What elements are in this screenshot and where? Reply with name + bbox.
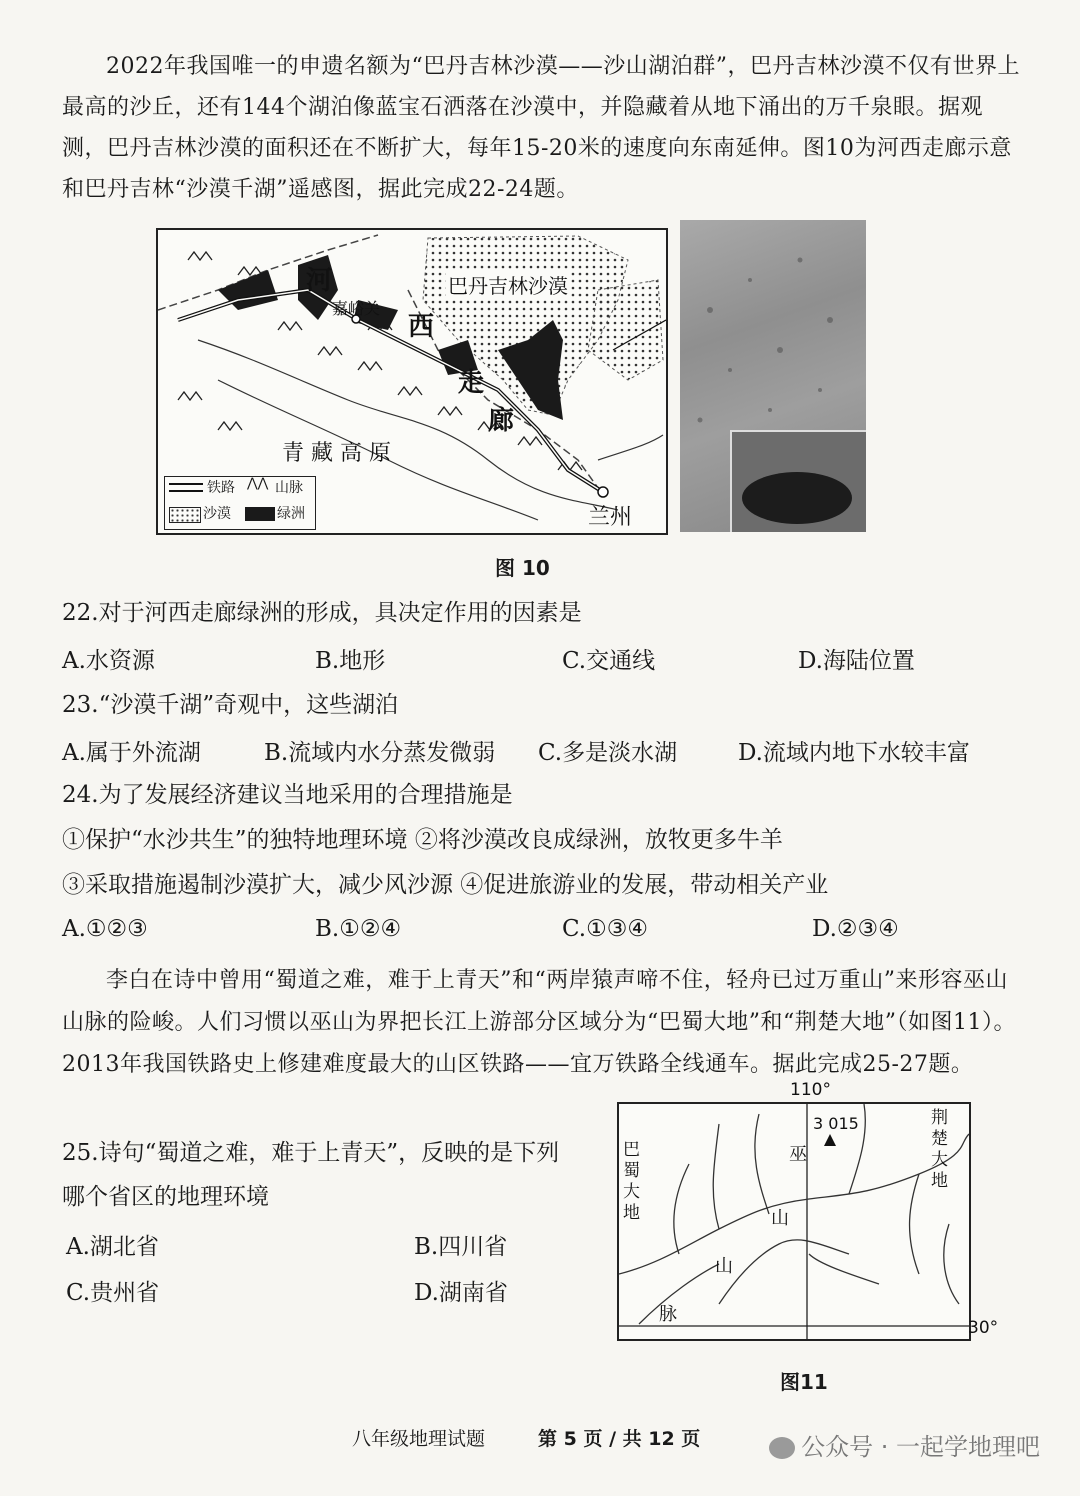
watermark [769,1427,1040,1462]
map-label-he: 河 [306,266,333,296]
q24-stem: 24.为了发展经济建议当地采用的合理措施是 [62,782,513,808]
wechat-icon [769,1437,795,1459]
map-label-jiayuguan: 嘉峪关 [332,299,381,318]
map-label-badain-jaran-desert: 巴丹吉林沙漠 [446,270,570,299]
q24-option-c[interactable]: C.①③④ [562,916,648,942]
wushan-map [617,1102,971,1341]
q22-option-c[interactable]: C.交通线 [562,648,656,674]
map-label-lanzhou: 兰州 [588,505,633,530]
legend-mountain: 山脉 [275,480,303,496]
q22-option-a[interactable]: A.水资源 [62,648,155,674]
q25-option-a[interactable]: A.湖北省 [66,1234,159,1260]
passage-badain-jaran: 2022年我国唯一的申遗名额为“巴丹吉林沙漠——沙山湖泊群”，巴丹吉林沙漠不仅有世界上最高的沙丘，还有144个湖泊像蓝宝石洒落在沙漠中，并隐藏着从地下涌出的万千泉眼。据观测，巴丹吉林沙漠的面积还在不断扩大，每年15-20米的速度向东南延伸。图10为河西走廊示意和巴丹吉林“沙漠千湖”遥感图，据此完成22-24题。 [62,54,1020,202]
map-label-qinghai-tibet-plateau: 青 藏 高 原 [282,441,391,466]
footer-exam-title: 八年级地理试题 [352,1428,486,1450]
legend-railway: 铁路 [207,480,235,496]
q23-option-b[interactable]: B.流域内水分蒸发微弱 [264,740,496,766]
lake-shape [742,472,852,524]
q25-stem-line2: 哪个省区的地理环境 [62,1184,269,1210]
hexi-corridor-map [156,228,668,535]
oasis-legend-icon [245,507,275,521]
latitude-label: 30° [968,1318,999,1338]
q23-options [62,734,1022,768]
figure11-caption: 图11 [780,1370,828,1394]
q24-line1: ①保护“水沙共生”的独特地理环境 ②将沙漠改良成绿洲，放牧更多牛羊 [62,827,783,853]
q25-option-d[interactable]: D.湖南省 [414,1280,508,1306]
q23-option-d[interactable]: D.流域内地下水较丰富 [738,740,970,766]
q22-option-d[interactable]: D.海陆位置 [798,648,915,674]
mountain-legend-icon: ⋀⋀ [247,476,269,491]
q22-option-b[interactable]: B.地形 [315,648,386,674]
railway-legend-icon [169,483,203,492]
remote-sensing-image [680,220,866,532]
q25-option-b[interactable]: B.四川省 [414,1234,508,1260]
label-shan-2: 山 [715,1256,733,1277]
q22-stem: 22.对于河西走廊绿洲的形成，具决定作用的因素是 [62,600,582,626]
map-legend [164,476,316,530]
longitude-label: 110° [790,1080,831,1100]
label-mai: 脉 [659,1304,677,1325]
q25-stem-line1: 25.诗句“蜀道之难，难于上青天”，反映的是下列 [62,1140,560,1166]
label-wu: 巫 [789,1144,807,1165]
map-label-lang: 廊 [488,406,515,436]
peak-elevation: 3 015 [813,1114,859,1133]
q24-option-a[interactable]: A.①②③ [62,916,148,942]
label-bashu-land: 巴蜀大地 [623,1140,640,1223]
legend-oasis: 绿洲 [277,506,305,522]
lake-inset-photo [730,430,866,532]
q24-option-d[interactable]: D.②③④ [812,916,899,942]
q24-option-b[interactable]: B.①②④ [315,916,402,942]
q24-line2: ③采取措施遏制沙漠扩大，减少风沙源 ④促进旅游业的发展，带动相关产业 [62,872,829,898]
legend-desert: 沙漠 [203,506,231,522]
q23-stem: 23.“沙漠千湖”奇观中，这些湖泊 [62,692,399,718]
map-label-xi: 西 [408,312,435,342]
passage-wushan: 李白在诗中曾用“蜀道之难，难于上青天”和“两岸猿声啼不住，轻舟已过万重山”来形容巫山山脉的险峻。人们习惯以巫山为界把长江上游部分区域分为“巴蜀大地”和“荆楚大地”（如图11）。2013年我国铁路史上修建难度最大的山区铁路——宜万铁路全线通车。据此完成25-27题。 [62,968,1016,1077]
q24-options [62,916,1022,950]
q23-option-a[interactable]: A.属于外流湖 [62,740,201,766]
footer-page-number: 第 5 页 / 共 12 页 [538,1428,701,1450]
watermark-text: 公众号 · 一起学地理吧 [801,1433,1040,1461]
q25-option-c[interactable]: C.贵州省 [66,1280,160,1306]
desert-legend-icon [169,507,201,523]
q22-options [62,642,1022,676]
label-shan-1: 山 [771,1208,789,1229]
figure10-caption: 图 10 [495,556,550,580]
label-jingchu-land: 荆楚大地 [931,1108,948,1191]
map-label-zou: 走 [458,368,485,398]
peak-triangle-icon [824,1134,836,1146]
q23-option-c[interactable]: C.多是淡水湖 [538,740,678,766]
